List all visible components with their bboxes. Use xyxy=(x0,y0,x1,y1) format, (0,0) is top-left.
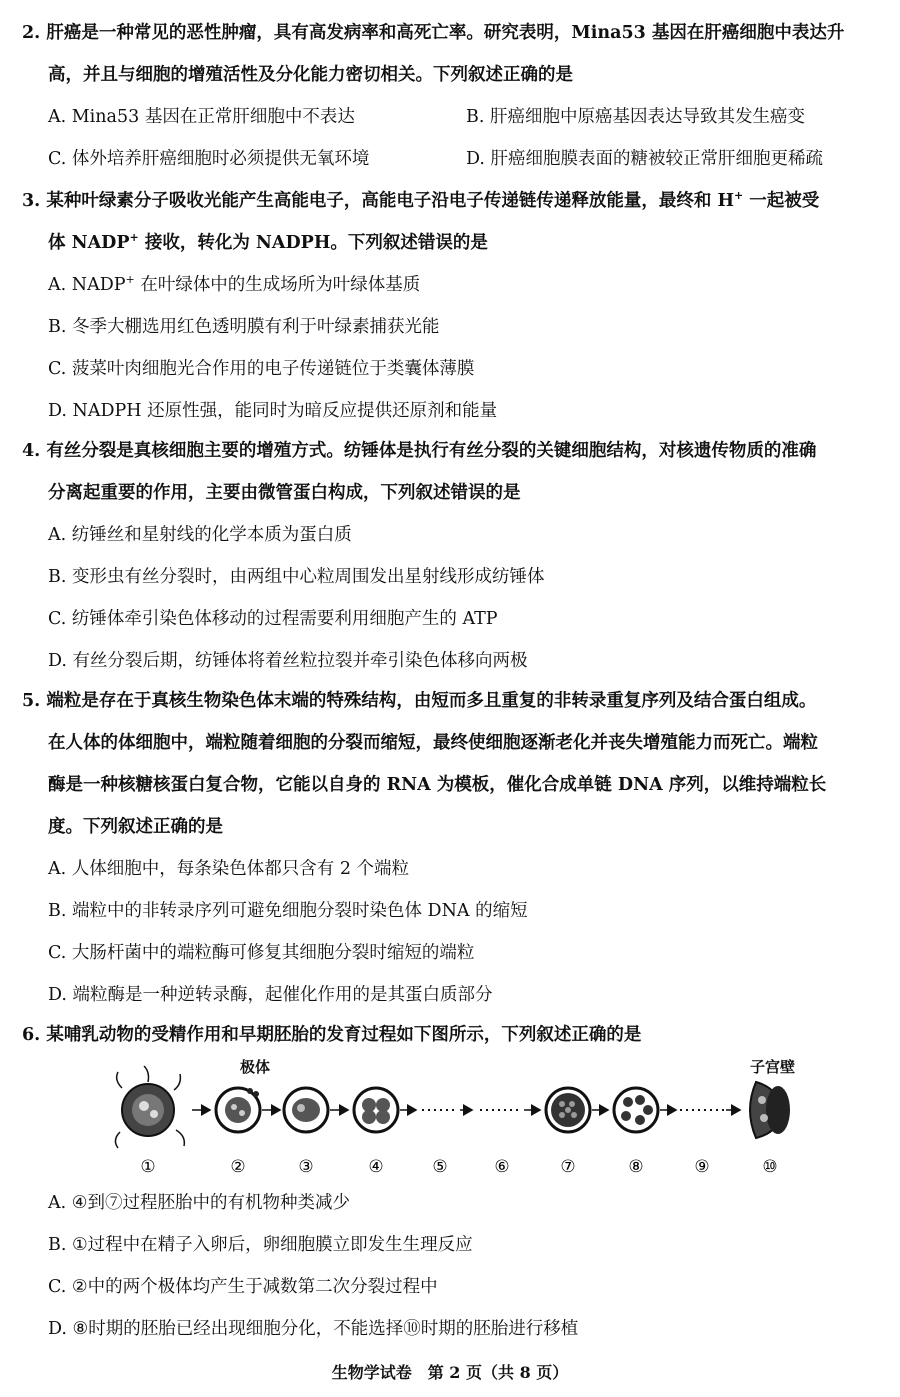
question-3-stem-line-2 xyxy=(22,222,882,264)
question-2-option-d[interactable]: D. 肝癌细胞膜表面的糖被较正常肝细胞更稀疏 xyxy=(466,149,824,169)
question-3-option-a-sup: + xyxy=(125,273,135,287)
question-5-stem-line-1: 5. 端粒是存在于真核生物染色体末端的特殊结构，由短而多且重复的非转录重复序列及结合蛋白组成。 xyxy=(22,691,817,711)
question-4-option-c[interactable]: C. 纺锤体牵引染色体移动的过程需要利用细胞产生的 ATP xyxy=(48,609,498,629)
stage-label-1: ① xyxy=(140,1157,156,1177)
question-2-options-cd xyxy=(22,138,882,180)
stage-label-7: ⑦ xyxy=(560,1157,576,1177)
question-5-stem-line-2: 在人体的体细胞中，端粒随着细胞的分裂而缩短，最终使细胞逐渐老化并丧失增殖能力而死亡。端粒 xyxy=(48,733,818,753)
question-2-option-c[interactable]: C. 体外培养肝癌细胞时必须提供无氧环境 xyxy=(48,149,370,169)
question-3-stem-2a: 体 NADP xyxy=(48,233,130,253)
question-3-option-b[interactable]: B. 冬季大棚选用红色透明膜有利于叶绿素捕获光能 xyxy=(48,317,440,337)
page-footer: 生物学试卷 第 2 页（共 8 页） xyxy=(331,1363,569,1382)
question-4-option-d[interactable]: D. 有丝分裂后期，纺锤体将着丝粒拉裂并牵引染色体移向两极 xyxy=(48,651,528,671)
question-6 xyxy=(22,1014,882,1056)
question-3 xyxy=(22,180,882,432)
question-6-stem: 6. 某哺乳动物的受精作用和早期胚胎的发育过程如下图所示，下列叙述正确的是 xyxy=(22,1025,642,1045)
question-3-stem-2b: 接收，转化为 NADPH。下列叙述错误的是 xyxy=(138,233,488,253)
stage-label-9: ⑨ xyxy=(694,1157,710,1177)
question-5 xyxy=(22,680,882,1016)
embryo-development-figure xyxy=(110,1060,830,1178)
question-2-stem-line-2: 高，并且与细胞的增殖活性及分化能力密切相关。下列叙述正确的是 xyxy=(48,65,573,85)
question-5-option-b[interactable]: B. 端粒中的非转录序列可避免细胞分裂时染色体 DNA 的缩短 xyxy=(48,901,528,921)
question-2-stem-line-1: 2. 肝癌是一种常见的恶性肿瘤，具有高发病率和高死亡率。研究表明，Mina53 基因在肝癌细胞中表达升 xyxy=(22,23,845,43)
question-3-option-a-2: 在叶绿体中的生成场所为叶绿体基质 xyxy=(134,275,421,295)
question-4-option-a[interactable]: A. 纺锤丝和星射线的化学本质为蛋白质 xyxy=(48,525,352,545)
morula-stage-icon xyxy=(546,1088,590,1132)
question-3-option-a-1: A. NADP xyxy=(48,275,126,295)
question-5-option-a[interactable]: A. 人体细胞中，每条染色体都只含有 2 个端粒 xyxy=(48,859,410,879)
question-4-stem-line-1: 4. 有丝分裂是真核细胞主要的增殖方式。纺锤体是执行有丝分裂的关键细胞结构，对核遗传物质的准确 xyxy=(22,441,817,461)
blastocyst-stage-icon xyxy=(614,1088,658,1132)
question-3-stem-line-1 xyxy=(22,180,882,222)
question-3-stem-1b: 一起被受 xyxy=(743,191,820,211)
fertilization-stage-icon xyxy=(115,1066,184,1148)
stage-label-3: ③ xyxy=(298,1157,314,1177)
question-3-stem-2-sup: + xyxy=(129,231,139,245)
question-5-stem-line-3: 酶是一种核糖核蛋白复合物，它能以自身的 RNA 为模板，催化合成单链 DNA 序列，以维持端粒长 xyxy=(48,775,827,795)
stage-label-4: ④ xyxy=(368,1157,384,1177)
polar-body-label: 极体 xyxy=(240,1058,271,1076)
stage-label-10: ⑩ xyxy=(762,1157,778,1177)
question-6-option-a[interactable]: A. ④到⑦过程胚胎中的有机物种类减少 xyxy=(48,1193,350,1213)
question-3-stem-1-sup: + xyxy=(734,189,744,203)
stage-label-2: ② xyxy=(230,1157,246,1177)
question-5-option-d[interactable]: D. 端粒酶是一种逆转录酶，起催化作用的是其蛋白质部分 xyxy=(48,985,493,1005)
uterus-wall-label: 子宫壁 xyxy=(750,1058,796,1076)
question-6-options xyxy=(22,1182,882,1350)
question-2-option-b[interactable]: B. 肝癌细胞中原癌基因表达导致其发生癌变 xyxy=(466,107,805,127)
question-2-option-a[interactable]: A. Mina53 基因在正常肝细胞中不表达 xyxy=(48,107,355,127)
question-3-option-a[interactable] xyxy=(22,264,882,306)
two-cell-stage-icon xyxy=(284,1088,328,1132)
question-2-options-ab xyxy=(22,96,882,138)
question-5-stem-line-4: 度。下列叙述正确的是 xyxy=(48,817,223,837)
question-3-stem-1a: 3. 某种叶绿素分子吸收光能产生高能电子，高能电子沿电子传递链传递释放能量，最终和 H xyxy=(22,191,734,211)
question-6-option-d[interactable]: D. ⑧时期的胚胎已经出现细胞分化，不能选择⑩时期的胚胎进行移植 xyxy=(48,1319,579,1339)
embryo-stages-diagram xyxy=(110,1060,830,1178)
question-5-option-c[interactable]: C. 大肠杆菌中的端粒酶可修复其细胞分裂时缩短的端粒 xyxy=(48,943,475,963)
stage-label-8: ⑧ xyxy=(628,1157,644,1177)
question-3-option-d[interactable]: D. NADPH 还原性强，能同时为暗反应提供还原剂和能量 xyxy=(48,401,498,421)
question-6-option-c[interactable]: C. ②中的两个极体均产生于减数第二次分裂过程中 xyxy=(48,1277,438,1297)
stage-label-5: ⑤ xyxy=(432,1157,448,1177)
question-3-option-c[interactable]: C. 菠菜叶肉细胞光合作用的电子传递链位于类囊体薄膜 xyxy=(48,359,475,379)
zygote-polar-body-stage-icon xyxy=(216,1088,260,1132)
four-cell-stage-icon xyxy=(354,1088,398,1132)
question-4 xyxy=(22,430,882,682)
stage-label-6: ⑥ xyxy=(494,1157,510,1177)
question-4-stem-line-2: 分离起重要的作用，主要由微管蛋白构成，下列叙述错误的是 xyxy=(48,483,521,503)
question-6-option-b[interactable]: B. ①过程中在精子入卵后，卵细胞膜立即发生生理反应 xyxy=(48,1235,473,1255)
question-4-option-b[interactable]: B. 变形虫有丝分裂时，由两组中心粒周围发出星射线形成纺锤体 xyxy=(48,567,545,587)
implantation-stage-icon xyxy=(750,1082,790,1138)
question-2 xyxy=(22,12,882,180)
